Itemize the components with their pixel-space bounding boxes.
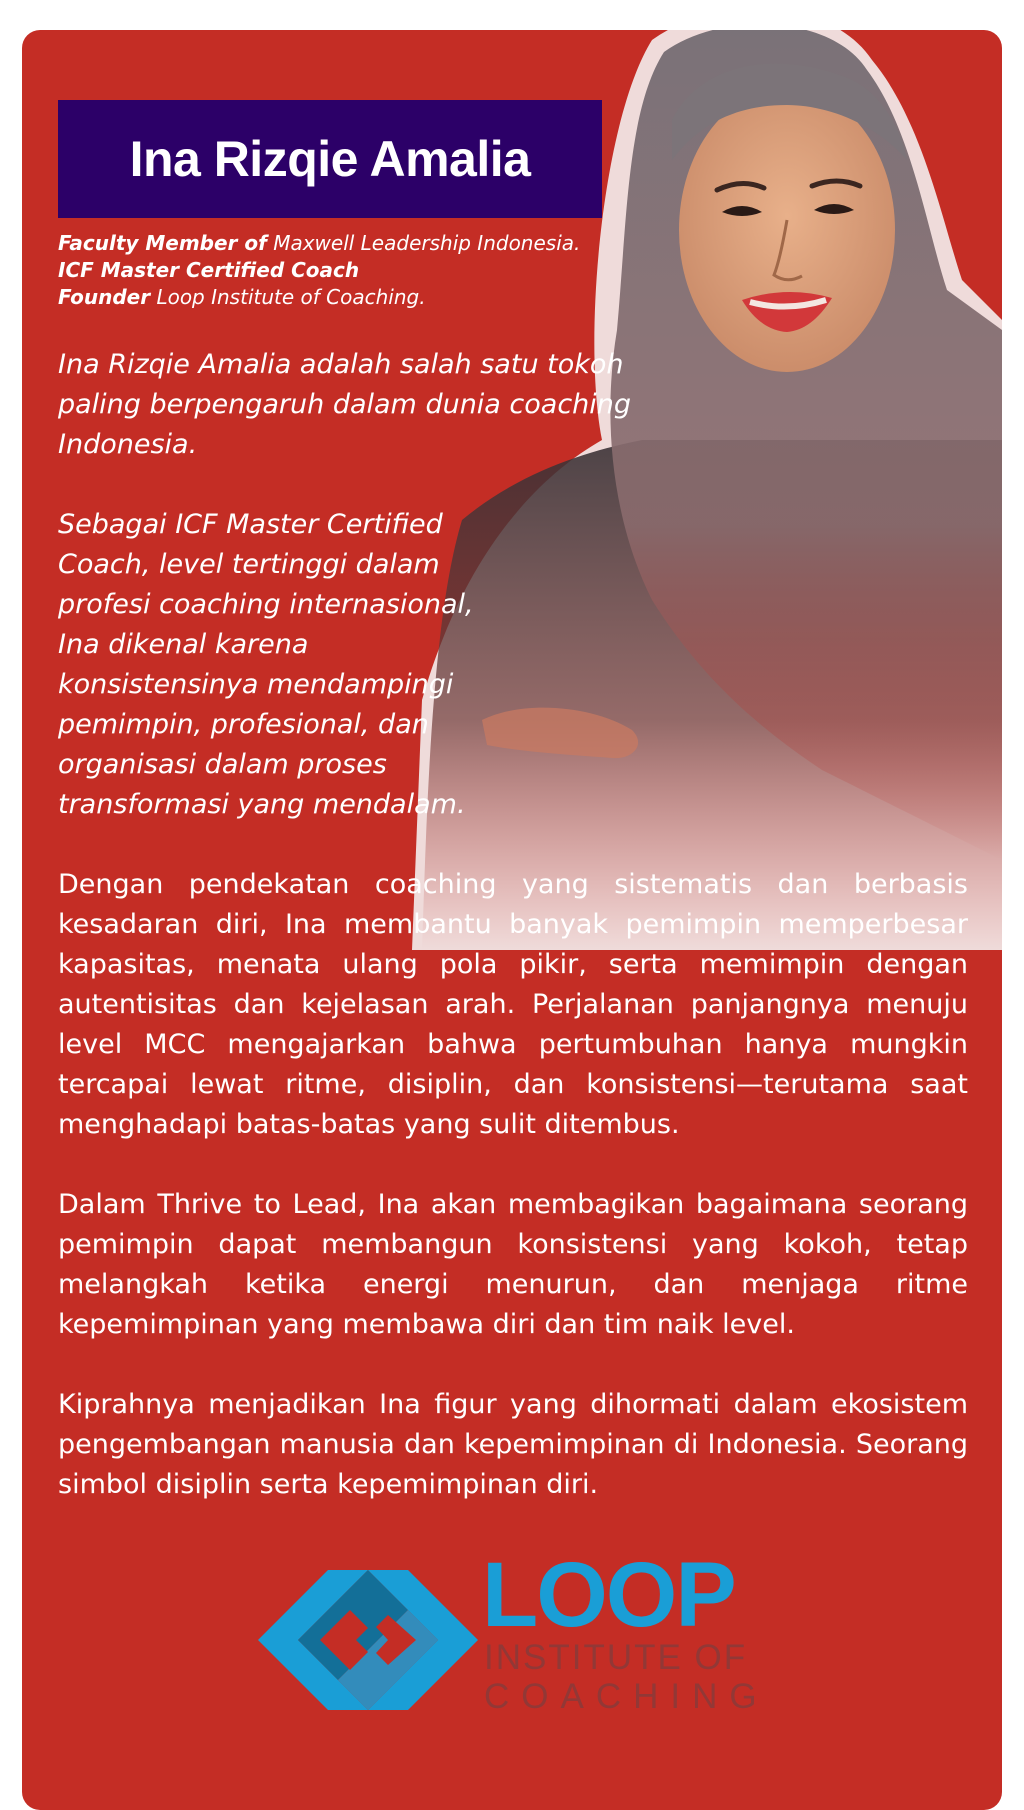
intro-paragraph-1: Ina Rizqie Amalia adalah salah satu tokoh paling berpengaruh dalam dunia coaching Indonesia. <box>58 349 632 460</box>
intro-paragraph-2: Sebagai ICF Master Certified Coach, level tertinggi dalam profesi coaching internasional, Ina dikenal karena konsistensinya mendampingi pemimpin, profesional, dan organisasi dalam proses transformasi yang mendalam. <box>58 509 474 820</box>
logo-wordmark: LOOP <box>482 1544 735 1646</box>
logo-subtitle-1: INSTITUTE OF <box>484 1638 748 1677</box>
body-paragraph-4: Dalam Thrive to Lead, Ina akan membagikan bagaimana seorang pemimpin dapat membangun konsistensi yang kokoh, tetap melangkah ketika energi menurun, dan menjaga ritme kepemimpinan yang membawa diri dan tim naik level. <box>58 1189 968 1340</box>
person-name: Ina Rizqie Amalia <box>129 131 531 187</box>
body-paragraph-3: Dengan pendekatan coaching yang sistematis dan berbasis kesadaran diri, Ina membantu banyak pemimpin memperbesar kapasitas, menata ulang pola pikir, serta memimpin dengan autentisitas dan kejelasan arah. Perjalanan panjangnya menuju level MCC mengajarkan bahwa pertumbuhan hanya mungkin tercapai lewat ritme, disiplin, dan konsistensi—terutama saat menghadapi batas-batas yang sulit ditembus. <box>58 869 968 1140</box>
profile-card <box>22 30 1002 1810</box>
name-banner <box>58 100 602 218</box>
role-line: Founder Loop Institute of Coaching. <box>58 285 426 309</box>
logo-subtitle-2: COACHING <box>484 1677 769 1716</box>
role-line: ICF Master Certified Coach <box>58 258 360 282</box>
body-paragraph-5: Kiprahnya menjadikan Ina figur yang dihormati dalam ekosistem pengembangan manusia dan kepemimpinan di Indonesia. Seorang simbol disiplin serta kepemimpinan diri. <box>58 1389 968 1500</box>
role-line: Faculty Member of Maxwell Leadership Indonesia. <box>58 231 581 255</box>
roles-list <box>58 230 580 311</box>
